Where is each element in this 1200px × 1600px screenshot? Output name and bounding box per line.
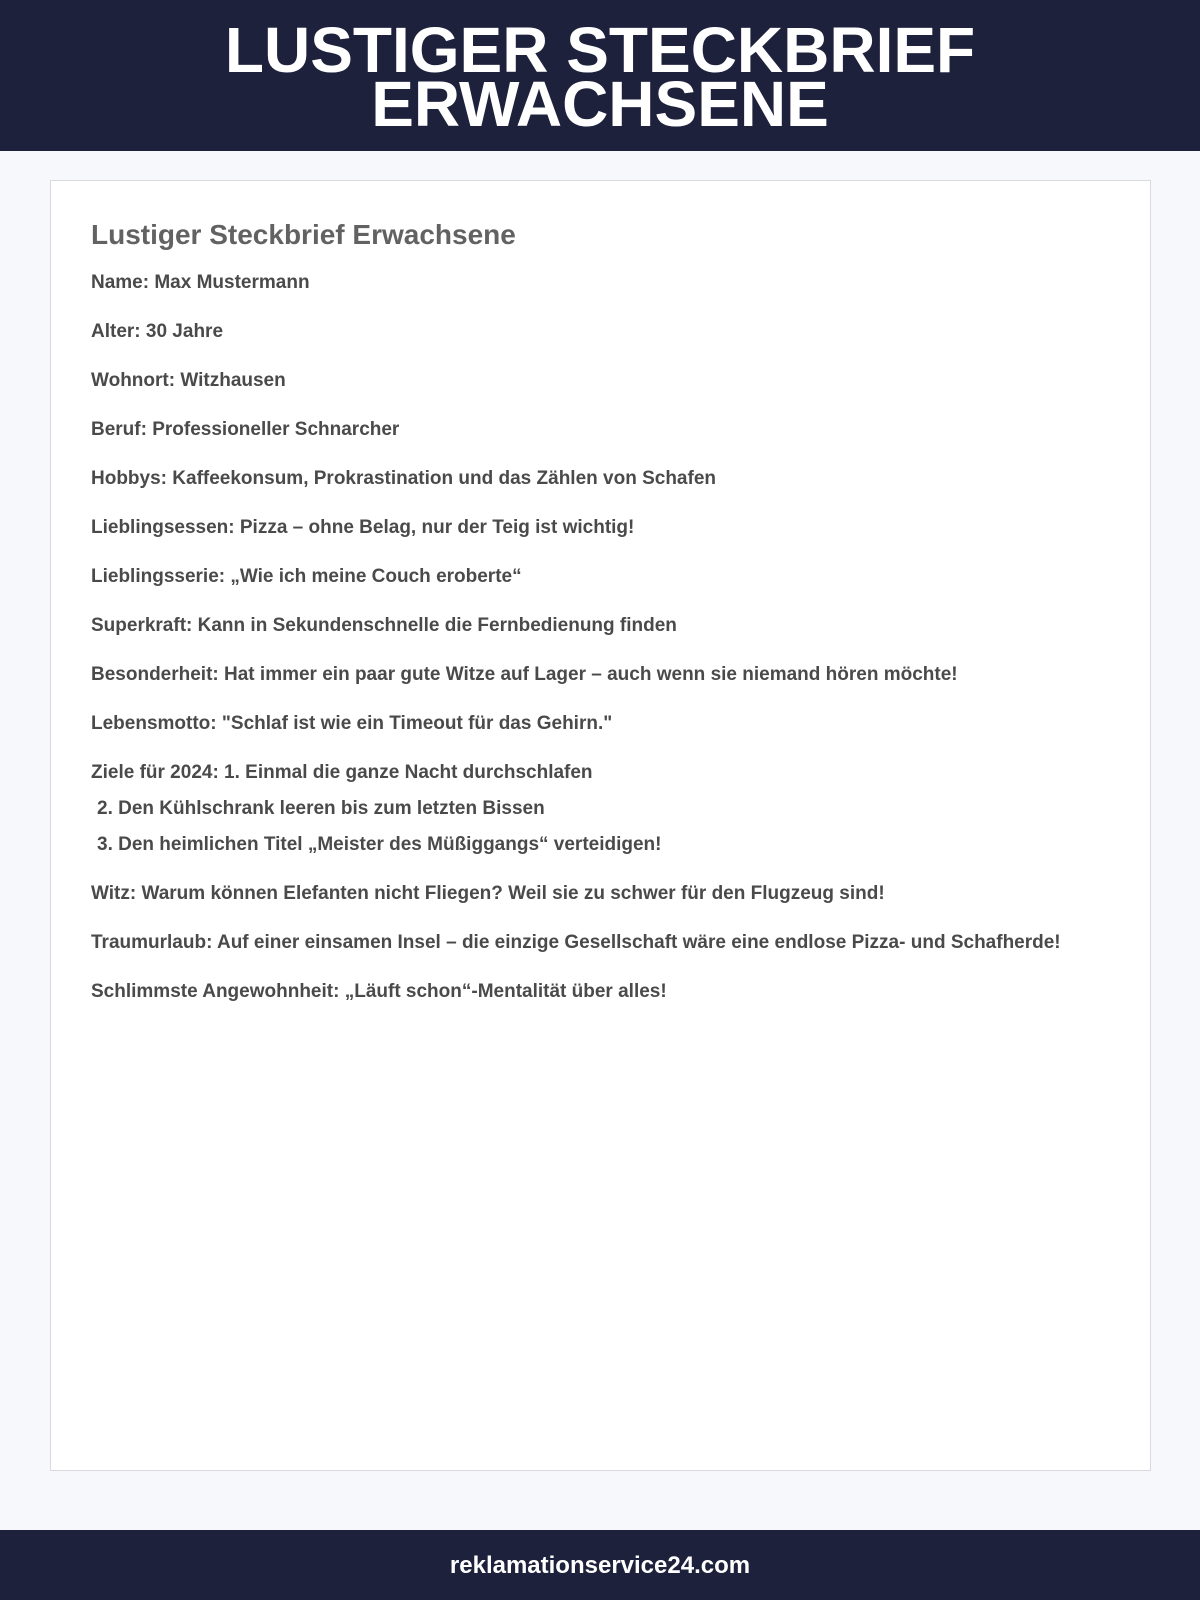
field-worst-habit: Schlimmste Angewohnheit: „Läuft schon“-Mentalität über alles! [91,981,667,1002]
field-favorite-food: Lieblingsessen: Pizza – ohne Belag, nur der Teig ist wichtig! [91,517,635,538]
field-goals: Ziele für 2024: 1. Einmal die ganze Nacht durchschlafen [91,762,593,783]
field-name: Name: Max Mustermann [91,272,310,293]
field-residence: Wohnort: Witzhausen [91,370,286,391]
field-favorite-series: Lieblingsserie: „Wie ich meine Couch eroberte“ [91,566,522,587]
goal-item-2: 2. Den Kühlschrank leeren bis zum letzten Bissen [97,798,545,819]
footer-site-name: reklamationservice24.com [449,1552,751,1579]
goal-item-3: 3. Den heimlichen Titel „Meister des Müßiggangs“ verteidigen! [97,834,662,855]
field-life-motto: Lebensmotto: "Schlaf ist wie ein Timeout für das Gehirn." [91,713,613,734]
field-dream-vacation: Traumurlaub: Auf einer einsamen Insel – die einzige Gesellschaft wäre eine endlose Pizza- und Schafherde! [91,932,1061,953]
field-job: Beruf: Professioneller Schnarcher [91,419,400,440]
field-special-trait: Besonderheit: Hat immer ein paar gute Witze auf Lager – auch wenn sie niemand hören möchte! [91,664,958,685]
field-superpower: Superkraft: Kann in Sekundenschnelle die Fernbedienung finden [91,615,677,636]
profile-card [50,180,1151,1471]
field-joke: Witz: Warum können Elefanten nicht Fliegen? Weil sie zu schwer für den Flugzeug sind! [91,883,885,904]
page-title [224,13,976,140]
field-hobbies: Hobbys: Kaffeekonsum, Prokrastination und das Zählen von Schafen [91,468,716,489]
page-title-line1: LUSTIGER STECKBRIEF [224,13,976,86]
card-heading: Lustiger Steckbrief Erwachsene [91,219,516,250]
page-title-line2: ERWACHSENE [371,67,829,140]
page-header [0,0,1200,151]
field-age: Alter: 30 Jahre [91,321,224,342]
page-footer [0,1530,1200,1600]
